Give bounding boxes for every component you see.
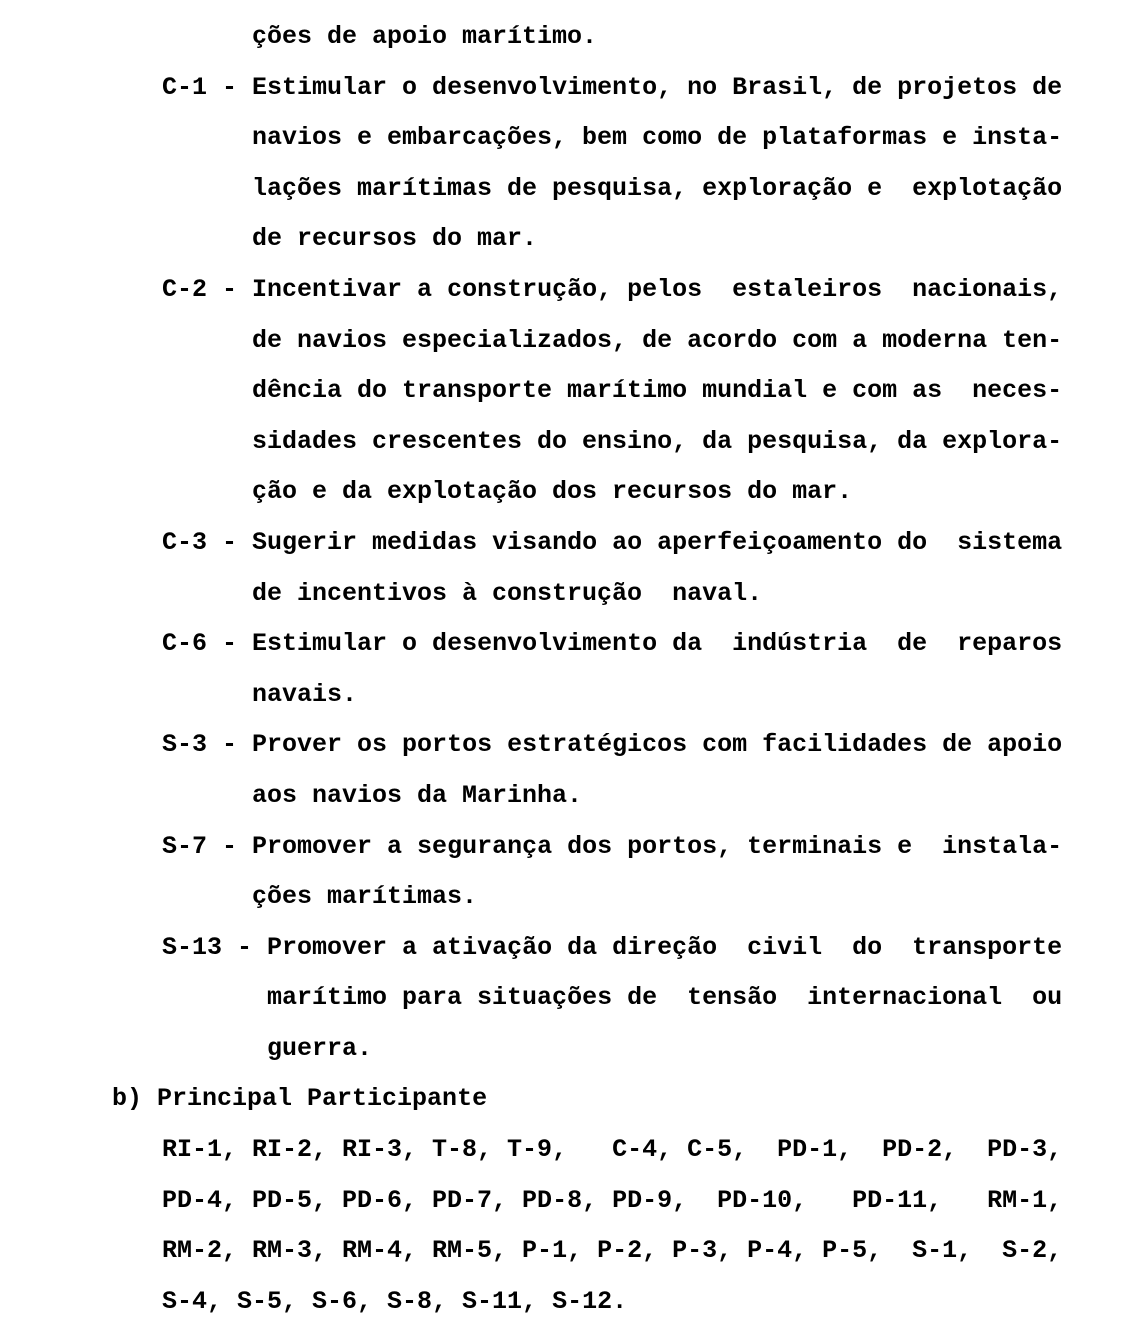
objective-item-s7-first-line [162, 822, 1135, 873]
objective-item-c3-line: de incentivos à construção naval. [252, 578, 763, 608]
objective-id: S-13 [162, 932, 223, 962]
objective-item-c1-line: navios e embarcações, bem como de plataformas e insta- [252, 123, 1063, 153]
paragraph-continuation-line: ções de apoio marítimo. [252, 22, 598, 51]
objective-item-s3-line: aos navios da Marinha. [252, 780, 583, 810]
objective-text: Sugerir medidas visando ao aperfeiçoamento do sistema [252, 527, 1063, 557]
objective-id: C-6 [162, 629, 208, 659]
objective-item-c1-line: de recursos do mar. [252, 224, 538, 254]
objective-separator: - [222, 932, 268, 962]
objective-item-s13-first-line [162, 923, 1135, 974]
objective-item-c1-first-line [162, 63, 1135, 114]
objective-separator: - [207, 274, 253, 304]
section-marker: b) [112, 1084, 143, 1114]
objective-item-s3-first-line [162, 720, 1135, 771]
objective-separator: - [207, 831, 253, 861]
objective-separator: - [207, 527, 253, 557]
objective-item-c1-line: lações marítimas de pesquisa, exploração e explotação [252, 173, 1063, 203]
objective-item-s7-line: ções marítimas. [252, 882, 478, 912]
section-b-heading [112, 1074, 1135, 1125]
objective-text: Promover a ativação da direção civil do transporte [267, 932, 1063, 962]
objective-text: Incentivar a construção, pelos estaleiros nacionais, [252, 274, 1063, 304]
objective-id: C-3 [162, 527, 208, 557]
objective-separator: - [207, 730, 253, 760]
objective-separator: - [207, 629, 253, 659]
participants-line: RM-2, RM-3, RM-4, RM-5, P-1, P-2, P-3, P-4, P-5, S-1, S-2, [162, 1236, 1063, 1266]
objective-item-c2-line: ção e da explotação dos recursos do mar. [252, 477, 853, 507]
participants-line: S-4, S-5, S-6, S-8, S-11, S-12. [162, 1286, 628, 1316]
section-title: Principal Participante [157, 1084, 488, 1114]
objective-text: Estimular o desenvolvimento da indústria de reparos [252, 629, 1063, 659]
participants-line: PD-4, PD-5, PD-6, PD-7, PD-8, PD-9, PD-10, PD-11, RM-1, [162, 1185, 1063, 1215]
objective-text: Prover os portos estratégicos com facilidades de apoio [252, 730, 1063, 760]
objective-id: S-3 [162, 730, 208, 760]
objective-item-c2-first-line [162, 265, 1135, 316]
objective-text: Promover a segurança dos portos, terminais e instala- [252, 831, 1063, 861]
objective-id: C-1 [162, 72, 208, 102]
objective-item-s13-line: marítimo para situações de tensão internacional ou [267, 983, 1063, 1013]
objective-separator: - [207, 72, 253, 102]
objective-text: Estimular o desenvolvimento, no Brasil, de projetos de [252, 72, 1063, 102]
objective-item-c2-line: dência do transporte marítimo mundial e com as neces- [252, 376, 1063, 406]
objective-item-c3-first-line [162, 518, 1135, 569]
objective-item-c6-line: navais. [252, 679, 358, 709]
participants-line: RI-1, RI-2, RI-3, T-8, T-9, C-4, C-5, PD-1, PD-2, PD-3, [162, 1135, 1063, 1165]
objective-item-c6-first-line [162, 619, 1135, 670]
objective-id: C-2 [162, 274, 208, 304]
objective-item-s13-line: guerra. [267, 1033, 373, 1063]
objective-item-c2-line: sidades crescentes do ensino, da pesquisa, da explora- [252, 426, 1063, 456]
objective-id: S-7 [162, 831, 208, 861]
objective-item-c2-line: de navios especializados, de acordo com a moderna ten- [252, 325, 1063, 355]
